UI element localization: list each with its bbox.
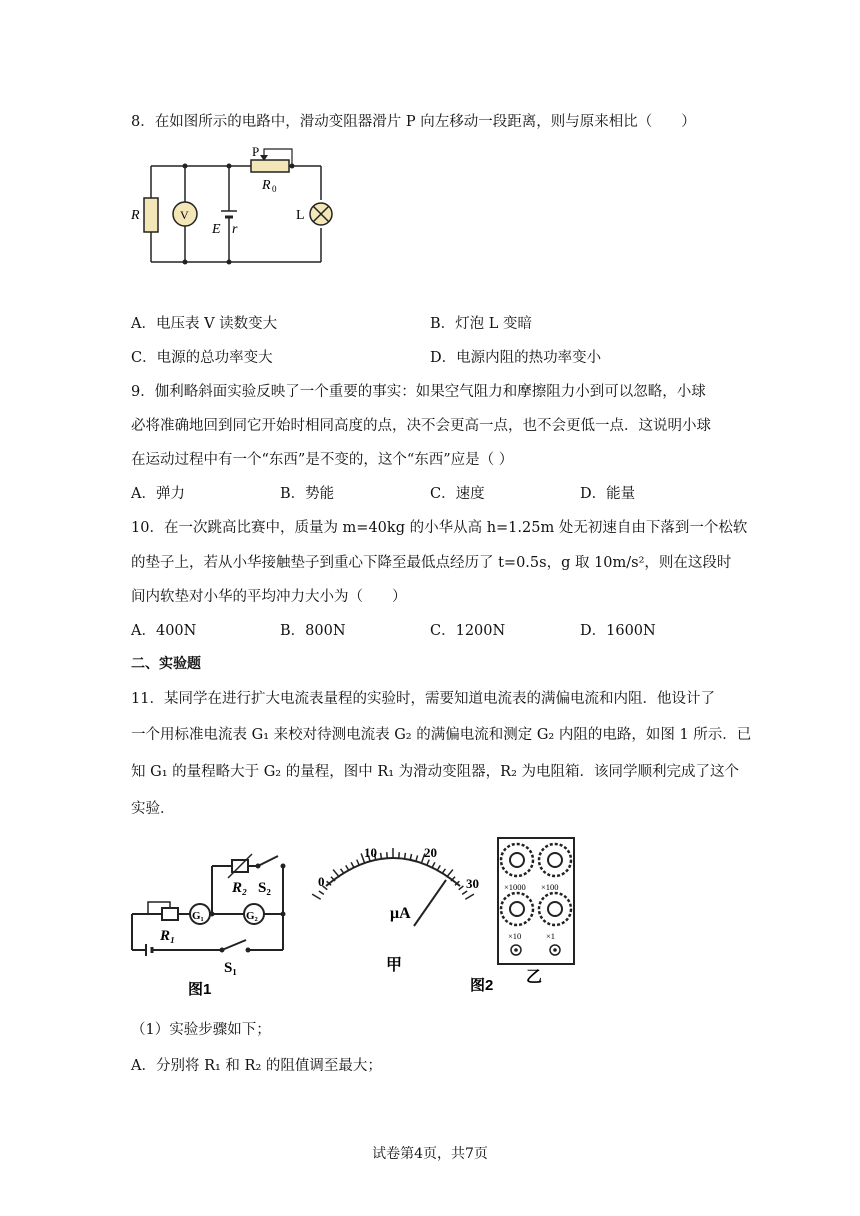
meter-tick xyxy=(351,862,354,867)
meter-needle xyxy=(414,880,446,926)
rheostat-label: R xyxy=(262,178,271,193)
meter-tick xyxy=(462,891,467,894)
meter-tick xyxy=(312,894,321,899)
dial-center xyxy=(548,853,562,867)
voltmeter-label: V xyxy=(180,208,189,222)
meter-tick xyxy=(381,853,382,859)
dial-center xyxy=(510,902,524,916)
q8-option-d: D．电源内阻的热功率变小 xyxy=(430,350,602,366)
resistor-r-label: R xyxy=(131,208,140,223)
meter-tick xyxy=(427,860,429,865)
dial-label-1000: ×1000 xyxy=(504,882,526,892)
q8-option-c: C．电源的总功率变大 xyxy=(131,350,273,366)
meter-ticks xyxy=(312,848,474,899)
dial-label-1: ×1 xyxy=(546,931,556,941)
q11-figures xyxy=(128,832,588,1002)
meter-tick xyxy=(357,860,359,865)
meter-tick xyxy=(410,854,411,860)
g1-label: G₁ xyxy=(192,910,204,922)
meter-tick xyxy=(346,865,349,870)
q10-line-3: 间内软垫对小华的平均冲力大小为（ ） xyxy=(131,589,407,605)
page-footer: 试卷第4页，共7页 xyxy=(372,1146,488,1162)
q11-line-3: 知 G₁ 的量程略大于 G₂ 的量程，图中 R₁ 为滑动变阻器，R₂ 为电阻箱．该同学顺利完成了这个 xyxy=(131,764,740,780)
q10-option-d: D．1600N xyxy=(580,623,656,639)
q11-line-4: 实验． xyxy=(131,801,175,817)
dial-label-10: ×10 xyxy=(508,931,522,941)
q11-step-intro: （1）实验步骤如下； xyxy=(131,1022,271,1038)
q10-line-1: 10．在一次跳高比赛中，质量为 m=40kg 的小华从高 h=1.25m 处无初速自由下落到一个松软 xyxy=(131,520,748,536)
meter-tick xyxy=(447,870,453,878)
q11-line-2: 一个用标准电流表 G₁ 来校对待测电流表 G₂ 的满偏电流和测定 G₂ 内阻的电路，如图 1 所示．已 xyxy=(131,727,752,743)
microammeter-scale xyxy=(312,845,493,994)
q10-option-c: C．1200N xyxy=(430,623,506,639)
internal-resistance-label: r xyxy=(232,222,238,237)
q9-line-3: 在运动过程中有一个“东西”是不变的，这个“东西”应是（ ） xyxy=(131,452,514,468)
q9-line-2: 必将准确地回到同它开始时相同高度的点，决不会更高一点，也不会更低一点．这说明小球 xyxy=(131,418,711,434)
rheostat-subscript: 0 xyxy=(272,184,277,194)
r2-label: R₂ xyxy=(232,880,248,896)
figure-1-caption: 图1 xyxy=(188,981,212,998)
meter-tick xyxy=(416,855,418,861)
meter-tick xyxy=(437,865,440,870)
jia-label: 甲 xyxy=(386,957,403,974)
r1-label: R₁ xyxy=(160,928,176,944)
q9-option-c: C．速度 xyxy=(430,486,485,502)
emf-label: E xyxy=(212,222,221,237)
meter-tick xyxy=(319,891,324,894)
dial-label-100: ×100 xyxy=(541,882,559,892)
tick-label-20: 20 xyxy=(424,845,437,860)
q9-option-a: A．弹力 xyxy=(131,486,185,502)
q10-option-a: A．400N xyxy=(131,623,197,639)
dial-center xyxy=(510,853,524,867)
q10-option-b: B．800N xyxy=(280,623,346,639)
s2-label: S₂ xyxy=(258,880,271,896)
q8-stem: 8．在如图所示的电路中，滑动变阻器滑片 P 向左移动一段距离，则与原来相比（ ） xyxy=(131,114,696,130)
q8-circuit-diagram xyxy=(128,140,348,270)
s1-label: S₁ xyxy=(224,960,237,976)
slider-p-label: P xyxy=(252,144,260,159)
tick-label-10: 10 xyxy=(364,845,377,860)
q11-line-1: 11．某同学在进行扩大电流表量程的实验时，需要知道电流表的满偏电流和内阻．他设计了 xyxy=(131,691,715,707)
meter-tick xyxy=(405,853,406,859)
meter-tick xyxy=(432,862,435,867)
meter-tick xyxy=(333,870,339,878)
yi-label: 乙 xyxy=(526,969,543,986)
q9-option-b: B．势能 xyxy=(280,486,335,502)
figure-1-circuit xyxy=(132,854,286,998)
dial-center xyxy=(548,902,562,916)
q9-line-1: 9．伽利略斜面实验反映了一个重要的事实：如果空气阻力和摩擦阻力小到可以忽略，小球 xyxy=(131,384,706,400)
q10-line-2: 的垫子上，若从小华接触垫子到重心下降至最低点经历了 t=0.5s，g 取 10m/s²，则在这段时 xyxy=(131,555,732,571)
figure-2-caption: 图2 xyxy=(470,977,494,994)
tick-label-0: 0 xyxy=(318,874,325,889)
q11-step-a: A．分别将 R₁ 和 R₂ 的阻值调至最大； xyxy=(131,1058,382,1074)
q8-option-a: A．电压表 V 读数变大 xyxy=(131,316,278,332)
lamp-label: L xyxy=(296,208,305,223)
meter-tick xyxy=(465,894,474,899)
tick-label-30: 30 xyxy=(466,876,479,891)
g2-label: G₂ xyxy=(246,910,258,922)
resistance-box xyxy=(498,838,574,986)
q9-option-d: D．能量 xyxy=(580,486,636,502)
unit-label: μA xyxy=(390,905,411,922)
q8-option-b: B．灯泡 L 变暗 xyxy=(430,316,533,332)
section-heading: 二、实验题 xyxy=(131,656,201,672)
